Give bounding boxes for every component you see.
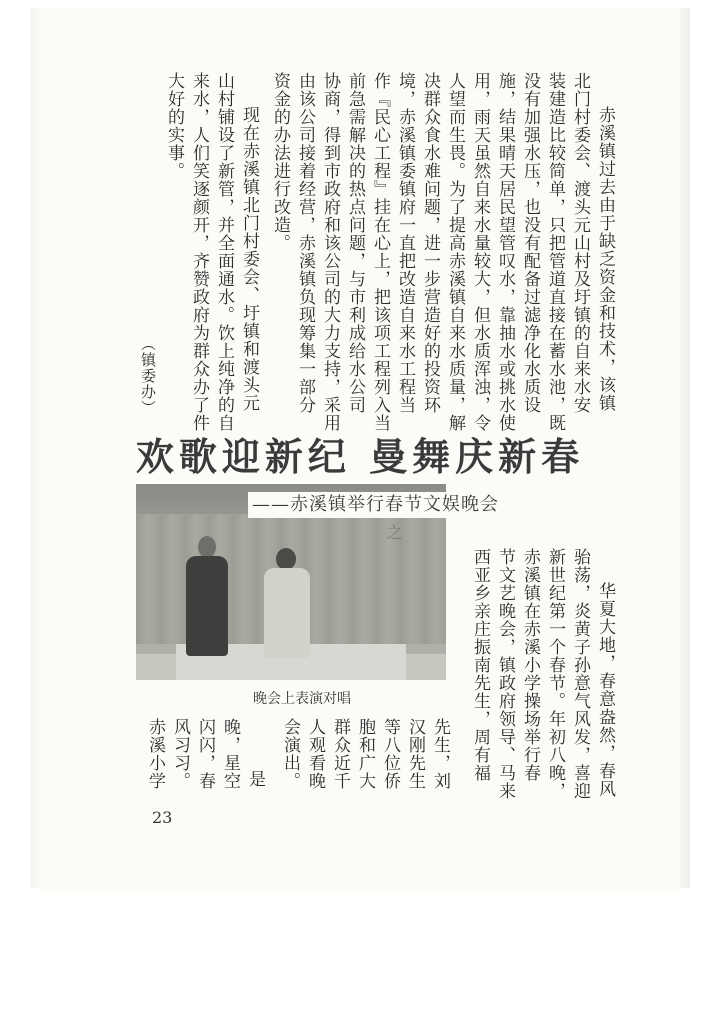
page-number: 23 xyxy=(152,808,173,827)
article1-column-10: 作『民心工程』挂在心上，把该项工程列入当 xyxy=(370,72,390,432)
article1-column-11: 前急需解决的热点问题，与市利成给水公司 xyxy=(345,72,365,414)
article2-bottom-column-7: 会演出。 xyxy=(280,718,300,790)
article2-bottom-column-5: 群众近千 xyxy=(330,718,350,790)
article1-column-12: 协商，得到市政府和该公司的大力支持，采用 xyxy=(320,72,340,432)
article1-column-14: 资金的办法进行改造。 xyxy=(270,72,290,252)
male-singer xyxy=(186,556,228,656)
article1-column-17: 来水，人们笑逐颜开，齐赞政府为群众办了件 xyxy=(189,72,209,432)
article1-signature: （镇委办） xyxy=(139,336,157,416)
article2-bottom-column-9: 晚，星空 xyxy=(220,718,240,790)
photo-caption: 晚会上表演对唱 xyxy=(253,691,351,707)
article2-bottom-column-6: 人观看晚 xyxy=(305,718,325,790)
article1-column-6: 用，雨天虽然自来水量较大，但水质浑浊，令 xyxy=(470,72,490,432)
male-singer-head xyxy=(198,536,216,558)
article2-bottom-column-1: 先生，刘 xyxy=(430,718,450,790)
female-singer-head xyxy=(276,548,296,570)
article2-bottom-column-10: 闪闪，春 xyxy=(195,718,215,790)
article1-column-13: 由该公司接着经营，赤溪镇负现筹集一部分 xyxy=(295,72,315,414)
article1-column-4: 没有加强水压，也没有配备过滤净化水质设 xyxy=(520,72,540,414)
article2-bottom-column-12: 赤溪小学 xyxy=(145,718,165,790)
article2-bottom-column-3: 等八位侨 xyxy=(380,718,400,790)
article1-column-8: 决群众食水难问题，进一步营造好的投资环 xyxy=(420,72,440,414)
article1-column-7: 人望而生畏。为了提高赤溪镇自来水质量，解 xyxy=(445,72,465,432)
article2-headline: 欢歌迎新纪 曼舞庆新春 xyxy=(135,434,585,479)
article2-subheadline: ——赤溪镇举行春节文娱晚会 xyxy=(248,492,552,518)
article1-column-9: 境，赤溪镇委镇府一直把改造自来水工程当 xyxy=(395,72,415,414)
article1-column-18: 大好的实事。 xyxy=(164,72,184,180)
backdrop-lettering: 之 xyxy=(384,524,403,540)
article2-bottom-column-8: 是 xyxy=(245,770,265,788)
article1-column-2: 北门村委会、渡头元山村及圩镇的自来水安 xyxy=(570,72,590,414)
female-singer xyxy=(264,568,310,658)
article1-column-3: 装建造比较简单，只把管道直接在蓄水池，既 xyxy=(545,72,565,432)
article2-top-column-1: 华夏大地，春意盎然，春风 xyxy=(595,582,615,798)
article2-bottom-column-11: 风习习。 xyxy=(170,718,190,790)
article1-column-16: 山村铺设了新管，并全面通水。饮上纯净的自 xyxy=(214,72,234,432)
article2-top-column-3: 新世纪第一个春节。年初八晚， xyxy=(545,548,565,800)
article1-column-1: 赤溪镇过去由于缺乏资金和技术，该镇 xyxy=(595,106,615,412)
article2-bottom-column-2: 汉刚先生 xyxy=(405,718,425,790)
article1-column-15: 现在赤溪镇北门村委会、圩镇和渡头元 xyxy=(239,106,259,412)
article2-top-column-6: 西亚乡亲庄振南先生，周有福 xyxy=(470,548,490,782)
article2-top-column-5: 节文艺晚会，镇政府领导、马来 xyxy=(495,548,515,800)
article2-top-column-4: 赤溪镇在赤溪小学操场举行春 xyxy=(520,548,540,782)
article2-bottom-column-4: 胞和广大 xyxy=(355,718,375,790)
article2-top-column-2: 骀荡，炎黄子孙意气风发，喜迎 xyxy=(570,548,590,800)
article1-column-5: 施，结果晴天居民望管叹水，靠抽水或挑水使 xyxy=(495,72,515,432)
